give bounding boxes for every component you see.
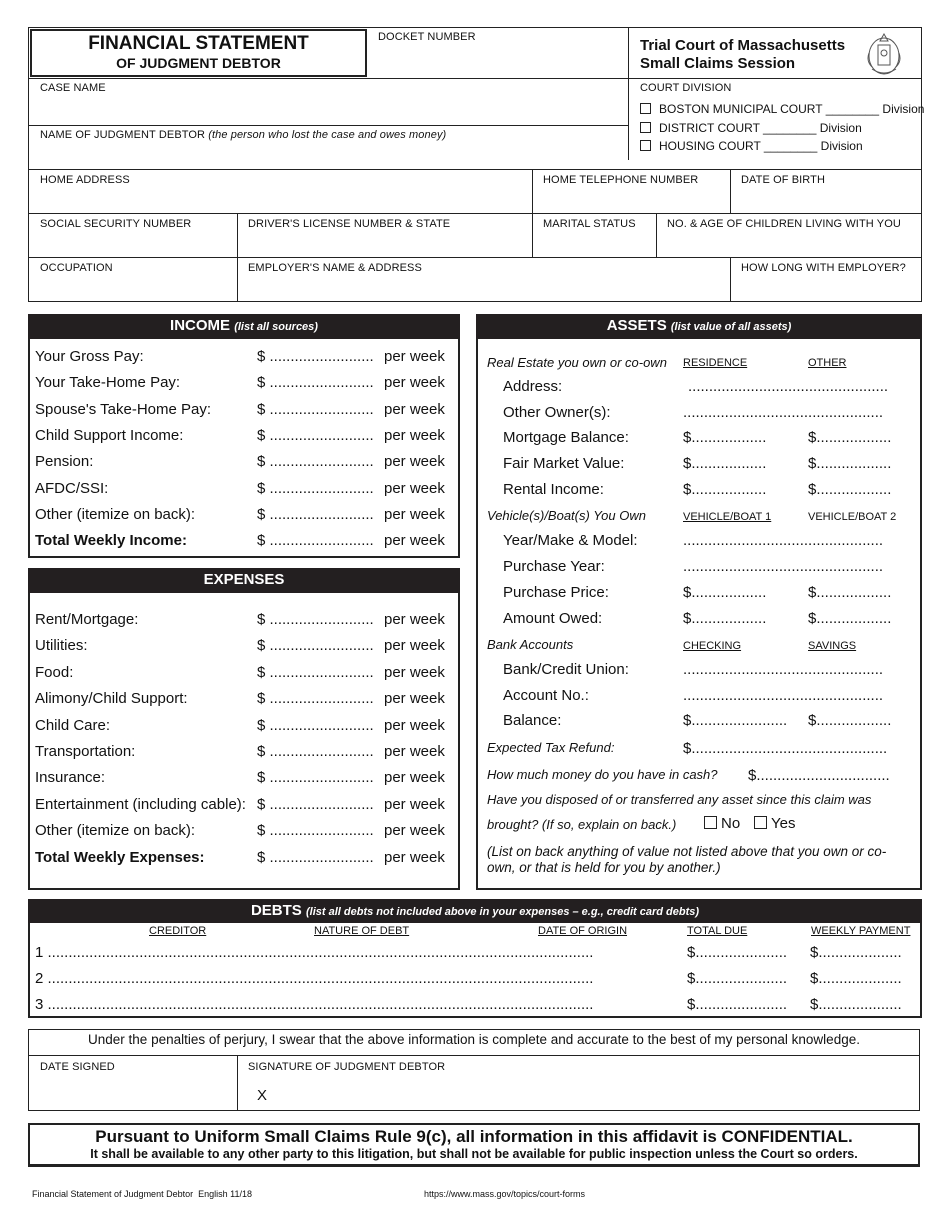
per-week-label: per week	[384, 532, 445, 550]
no-label: No	[721, 815, 741, 832]
income-row	[35, 505, 455, 525]
expense-row	[35, 663, 455, 683]
income-amount-field[interactable]: $ .........................	[257, 453, 374, 471]
tax-refund-label: Expected Tax Refund:	[487, 740, 615, 755]
division-option-housing[interactable]	[640, 139, 863, 153]
expenses-title: EXPENSES	[203, 571, 285, 588]
expense-amount-field[interactable]: $ .........................	[257, 769, 374, 787]
income-amount-field[interactable]: $ .........................	[257, 426, 374, 444]
debtor-name-note: (the person who lost the case and owes money)	[208, 129, 447, 141]
checkbox-icon[interactable]	[704, 816, 717, 829]
yes-label: Yes	[771, 815, 796, 832]
expense-label: Transportation:	[35, 743, 136, 760]
division-name: HOUSING COURT	[659, 139, 761, 153]
nature-col: NATURE OF DEBT	[314, 925, 410, 937]
docket-number-label: DOCKET NUMBER	[378, 31, 476, 43]
signature-label: SIGNATURE OF JUDGMENT DEBTOR	[248, 1061, 446, 1073]
debts-header	[28, 899, 922, 923]
other-owners-label: Other Owner(s):	[503, 404, 611, 421]
mortgage-other-field[interactable]: $..................	[808, 429, 892, 446]
residence-col: RESIDENCE	[683, 357, 748, 369]
debt-total-due-field[interactable]: $......................	[687, 970, 788, 987]
per-week-label: per week	[384, 453, 445, 471]
account-no-field[interactable]: ................................................	[683, 687, 884, 704]
personal-section	[28, 169, 922, 302]
disposed-question-line1: Have you disposed of or transferred any asset since this claim was	[487, 792, 872, 807]
debt-description-field[interactable]: 3 ...................................................................................................................................	[35, 996, 594, 1013]
expense-amount-field[interactable]: $ .........................	[257, 690, 374, 708]
expense-label: Other (itemize on back):	[35, 822, 196, 840]
checkbox-icon[interactable]	[640, 103, 651, 114]
income-amount-field[interactable]: $ .........................	[257, 479, 374, 497]
per-week-label: per week	[384, 426, 445, 444]
date-signed-label: DATE SIGNED	[40, 1061, 115, 1073]
bank-cu-field[interactable]: ................................................	[683, 661, 884, 678]
ssn-label: SOCIAL SECURITY NUMBER	[40, 218, 192, 230]
expense-label: Entertainment (including cable):	[35, 795, 246, 813]
expense-amount-field[interactable]: $ .........................	[257, 822, 374, 840]
vehicle2-col: VEHICLE/BOAT 2	[808, 511, 897, 523]
checkbox-icon[interactable]	[640, 122, 651, 133]
expense-label: Rent/Mortgage:	[35, 611, 139, 628]
fmv-label: Fair Market Value:	[503, 455, 625, 472]
income-label: Spouse's Take-Home Pay:	[35, 400, 212, 418]
expense-row	[35, 689, 455, 709]
income-row	[35, 373, 455, 393]
per-week-label: per week	[384, 822, 445, 840]
divider	[532, 169, 533, 257]
dob-label: DATE OF BIRTH	[741, 174, 826, 186]
assets-title: ASSETS	[606, 317, 667, 334]
per-week-label: per week	[384, 795, 445, 813]
income-total-row	[35, 531, 455, 551]
divider	[28, 125, 628, 126]
amount-owed-v1-field[interactable]: $..................	[683, 610, 767, 627]
expense-label: Child Care:	[35, 716, 111, 734]
divider	[28, 1055, 920, 1056]
purchase-year-field[interactable]: ................................................	[683, 558, 884, 575]
divider	[730, 169, 731, 213]
division-suffix: ________ Division	[763, 121, 862, 135]
debt-description-field[interactable]: 1 ...................................................................................................................................	[35, 944, 594, 961]
amount-owed-label: Amount Owed:	[503, 610, 603, 627]
debts-title: DEBTS	[250, 902, 302, 919]
form-title-line2: OF JUDGMENT DEBTOR	[116, 55, 281, 71]
form-name-footer: Financial Statement of Judgment Debtor English 11/18	[32, 1189, 252, 1199]
disposed-question-line2: brought? (If so, explain on back.)	[487, 817, 677, 832]
savings-col: SAVINGS	[808, 640, 857, 652]
per-week-label: per week	[384, 400, 445, 418]
massachusetts-seal-icon	[864, 31, 904, 77]
income-row	[35, 426, 455, 446]
per-week-label: per week	[384, 505, 445, 523]
checkbox-icon[interactable]	[754, 816, 767, 829]
expense-amount-field[interactable]: $ .........................	[257, 663, 374, 681]
income-subtitle: (list all sources)	[234, 321, 318, 333]
expense-row	[35, 716, 455, 736]
fmv-other-field[interactable]: $..................	[808, 455, 892, 472]
expense-row	[35, 795, 455, 815]
income-label: Child Support Income:	[35, 426, 184, 444]
income-amount-field[interactable]: $ .........................	[257, 348, 374, 365]
per-week-label: per week	[384, 663, 445, 681]
form-title	[30, 34, 367, 72]
expense-amount-field[interactable]: $ .........................	[257, 716, 374, 734]
occupation-label: OCCUPATION	[40, 262, 113, 274]
rental-other-field[interactable]: $..................	[808, 481, 892, 498]
mortgage-label: Mortgage Balance:	[503, 429, 629, 446]
income-total-amount-field[interactable]: $ .........................	[257, 532, 374, 550]
expense-amount-field[interactable]: $ .........................	[257, 637, 374, 655]
disposed-yes-option[interactable]	[754, 815, 795, 832]
divider	[730, 257, 731, 302]
children-label: NO. & AGE OF CHILDREN LIVING WITH YOU	[667, 218, 901, 230]
confidential-line1: Pursuant to Uniform Small Claims Rule 9(c), all information in this affidavit is CONFIDENTIAL.	[95, 1127, 853, 1146]
debtor-name-label	[40, 129, 446, 141]
list-note: (List on back anything of value not listed above that you own or co-own, or that is held for you by another.)	[487, 844, 887, 875]
division-suffix: ________ Division	[763, 139, 863, 153]
income-total-label: Total Weekly Income:	[35, 532, 187, 550]
debt-row	[35, 943, 915, 963]
income-row	[35, 347, 455, 367]
income-label: Other (itemize on back):	[35, 505, 196, 523]
expense-label: Alimony/Child Support:	[35, 690, 188, 708]
per-week-label: per week	[384, 769, 445, 787]
per-week-label: per week	[384, 374, 445, 392]
debt-weekly-payment-field[interactable]: $....................	[810, 944, 902, 961]
debt-total-due-field[interactable]: $......................	[687, 944, 788, 961]
income-label: Your Gross Pay:	[35, 348, 144, 365]
expense-total-row	[35, 848, 455, 868]
checkbox-icon[interactable]	[640, 140, 651, 151]
expense-amount-field[interactable]: $ .........................	[257, 795, 374, 813]
per-week-label: per week	[384, 848, 445, 866]
signature-field[interactable]: X	[257, 1087, 268, 1104]
division-option-district[interactable]	[640, 121, 862, 135]
divider	[28, 213, 922, 214]
debts-subtitle: (list all debts not included above in your expenses – e.g., credit card debts)	[305, 906, 700, 918]
home-phone-label: HOME TELEPHONE NUMBER	[543, 174, 699, 186]
cash-question: How much money do you have in cash?	[487, 767, 718, 782]
creditor-col: CREDITOR	[149, 925, 207, 937]
ymm-field[interactable]: ................................................	[683, 532, 884, 549]
form-title-line1: FINANCIAL STATEMENT	[88, 33, 309, 54]
cash-field[interactable]: $................................	[748, 767, 890, 784]
division-name: DISTRICT COURT	[659, 121, 760, 135]
divider	[28, 257, 922, 258]
employer-label: EMPLOYER'S NAME & ADDRESS	[248, 262, 422, 274]
expense-label: Utilities:	[35, 637, 88, 655]
balance-savings-field[interactable]: $..................	[808, 712, 892, 729]
weekly-payment-col: WEEKLY PAYMENT	[811, 925, 911, 937]
income-label: Pension:	[35, 453, 94, 471]
other-col: OTHER	[808, 357, 847, 369]
expense-row	[35, 821, 455, 841]
assets-header	[476, 314, 922, 339]
division-name: BOSTON MUNICIPAL COURT	[659, 102, 823, 116]
per-week-label: per week	[384, 716, 445, 734]
address-field[interactable]: ................................................	[688, 378, 889, 395]
account-no-label: Account No.:	[503, 687, 589, 704]
assets-subtitle: (list value of all assets)	[670, 321, 792, 333]
balance-label: Balance:	[503, 712, 562, 729]
expense-row	[35, 768, 455, 788]
balance-checking-field[interactable]: $.......................	[683, 712, 788, 729]
expense-amount-field[interactable]: $ .........................	[257, 611, 374, 628]
confidential-line2: It shall be available to any other party to this litigation, but shall not be available for public inspection unless the Court so orders.	[90, 1147, 858, 1161]
ymm-label: Year/Make & Model:	[503, 532, 638, 549]
income-amount-field[interactable]: $ .........................	[257, 400, 374, 418]
other-owners-field[interactable]: ................................................	[683, 404, 884, 421]
debtor-name-label-text: NAME OF JUDGMENT DEBTOR	[40, 129, 206, 141]
expense-row	[35, 742, 455, 762]
marital-status-label: MARITAL STATUS	[543, 218, 636, 230]
expense-total-label: Total Weekly Expenses:	[35, 848, 205, 866]
debt-row	[35, 995, 915, 1015]
divider	[656, 213, 657, 257]
perjury-statement: Under the penalties of perjury, I swear that the above information is complete and accurate to the best of my personal knowledge.	[88, 1032, 860, 1047]
total-due-col: TOTAL DUE	[687, 925, 748, 937]
debt-row	[35, 969, 915, 989]
debt-weekly-payment-field[interactable]: $....................	[810, 996, 902, 1013]
how-long-label: HOW LONG WITH EMPLOYER?	[741, 262, 906, 274]
expense-row	[35, 610, 455, 630]
per-week-label: per week	[384, 348, 445, 365]
rental-label: Rental Income:	[503, 481, 604, 498]
disposed-no-option[interactable]	[704, 815, 740, 832]
court-name-line2: Small Claims Session	[640, 55, 796, 72]
court-division-label: COURT DIVISION	[640, 82, 732, 94]
debt-description-field[interactable]: 2 ...................................................................................................................................	[35, 970, 594, 987]
per-week-label: per week	[384, 637, 445, 655]
expense-label: Insurance:	[35, 769, 106, 787]
url-footer: https://www.mass.gov/topics/court-forms	[424, 1189, 586, 1199]
bank-cu-label: Bank/Credit Union:	[503, 661, 629, 678]
expense-total-amount-field[interactable]: $ .........................	[257, 848, 374, 866]
per-week-label: per week	[384, 690, 445, 708]
expense-label: Food:	[35, 663, 74, 681]
rental-residence-field[interactable]: $..................	[683, 481, 767, 498]
license-label: DRIVER'S LICENSE NUMBER & STATE	[248, 218, 451, 230]
purchase-price-v2-field[interactable]: $..................	[808, 584, 892, 601]
income-row	[35, 400, 455, 420]
amount-owed-v2-field[interactable]: $..................	[808, 610, 892, 627]
income-amount-field[interactable]: $ .........................	[257, 505, 374, 523]
debt-total-due-field[interactable]: $......................	[687, 996, 788, 1013]
case-name-label: CASE NAME	[40, 82, 106, 94]
home-address-label: HOME ADDRESS	[40, 174, 130, 186]
vehicle1-col: VEHICLE/BOAT 1	[683, 511, 772, 523]
expenses-header	[28, 568, 460, 593]
division-option-boston[interactable]	[640, 102, 924, 116]
income-row	[35, 479, 455, 499]
income-amount-field[interactable]: $ .........................	[257, 374, 374, 392]
address-label: Address:	[503, 378, 563, 395]
debt-weekly-payment-field[interactable]: $....................	[810, 970, 902, 987]
divider	[237, 1055, 238, 1111]
tax-refund-field[interactable]: $...............................................	[683, 740, 888, 757]
bank-accounts-label: Bank Accounts	[487, 637, 574, 652]
per-week-label: per week	[384, 743, 445, 760]
income-title: INCOME	[170, 317, 231, 334]
income-header	[28, 314, 460, 339]
divider	[237, 213, 238, 302]
expense-amount-field[interactable]: $ .........................	[257, 743, 374, 760]
origin-col: DATE OF ORIGIN	[538, 925, 628, 937]
income-label: AFDC/SSI:	[35, 479, 109, 497]
real-estate-label: Real Estate you own or co-own	[487, 355, 667, 370]
vehicle-label: Vehicle(s)/Boat(s) You Own	[487, 508, 646, 523]
per-week-label: per week	[384, 611, 445, 628]
checking-col: CHECKING	[683, 640, 742, 652]
court-name	[640, 37, 845, 73]
per-week-label: per week	[384, 479, 445, 497]
purchase-year-label: Purchase Year:	[503, 558, 605, 575]
expense-row	[35, 636, 455, 656]
purchase-price-label: Purchase Price:	[503, 584, 609, 601]
division-suffix: ________ Division	[825, 102, 925, 116]
income-label: Your Take-Home Pay:	[35, 374, 181, 392]
income-row	[35, 452, 455, 472]
fmv-residence-field[interactable]: $..................	[683, 455, 767, 472]
mortgage-residence-field[interactable]: $..................	[683, 429, 767, 446]
purchase-price-v1-field[interactable]: $..................	[683, 584, 767, 601]
court-name-line1: Trial Court of Massachusetts	[640, 37, 846, 54]
